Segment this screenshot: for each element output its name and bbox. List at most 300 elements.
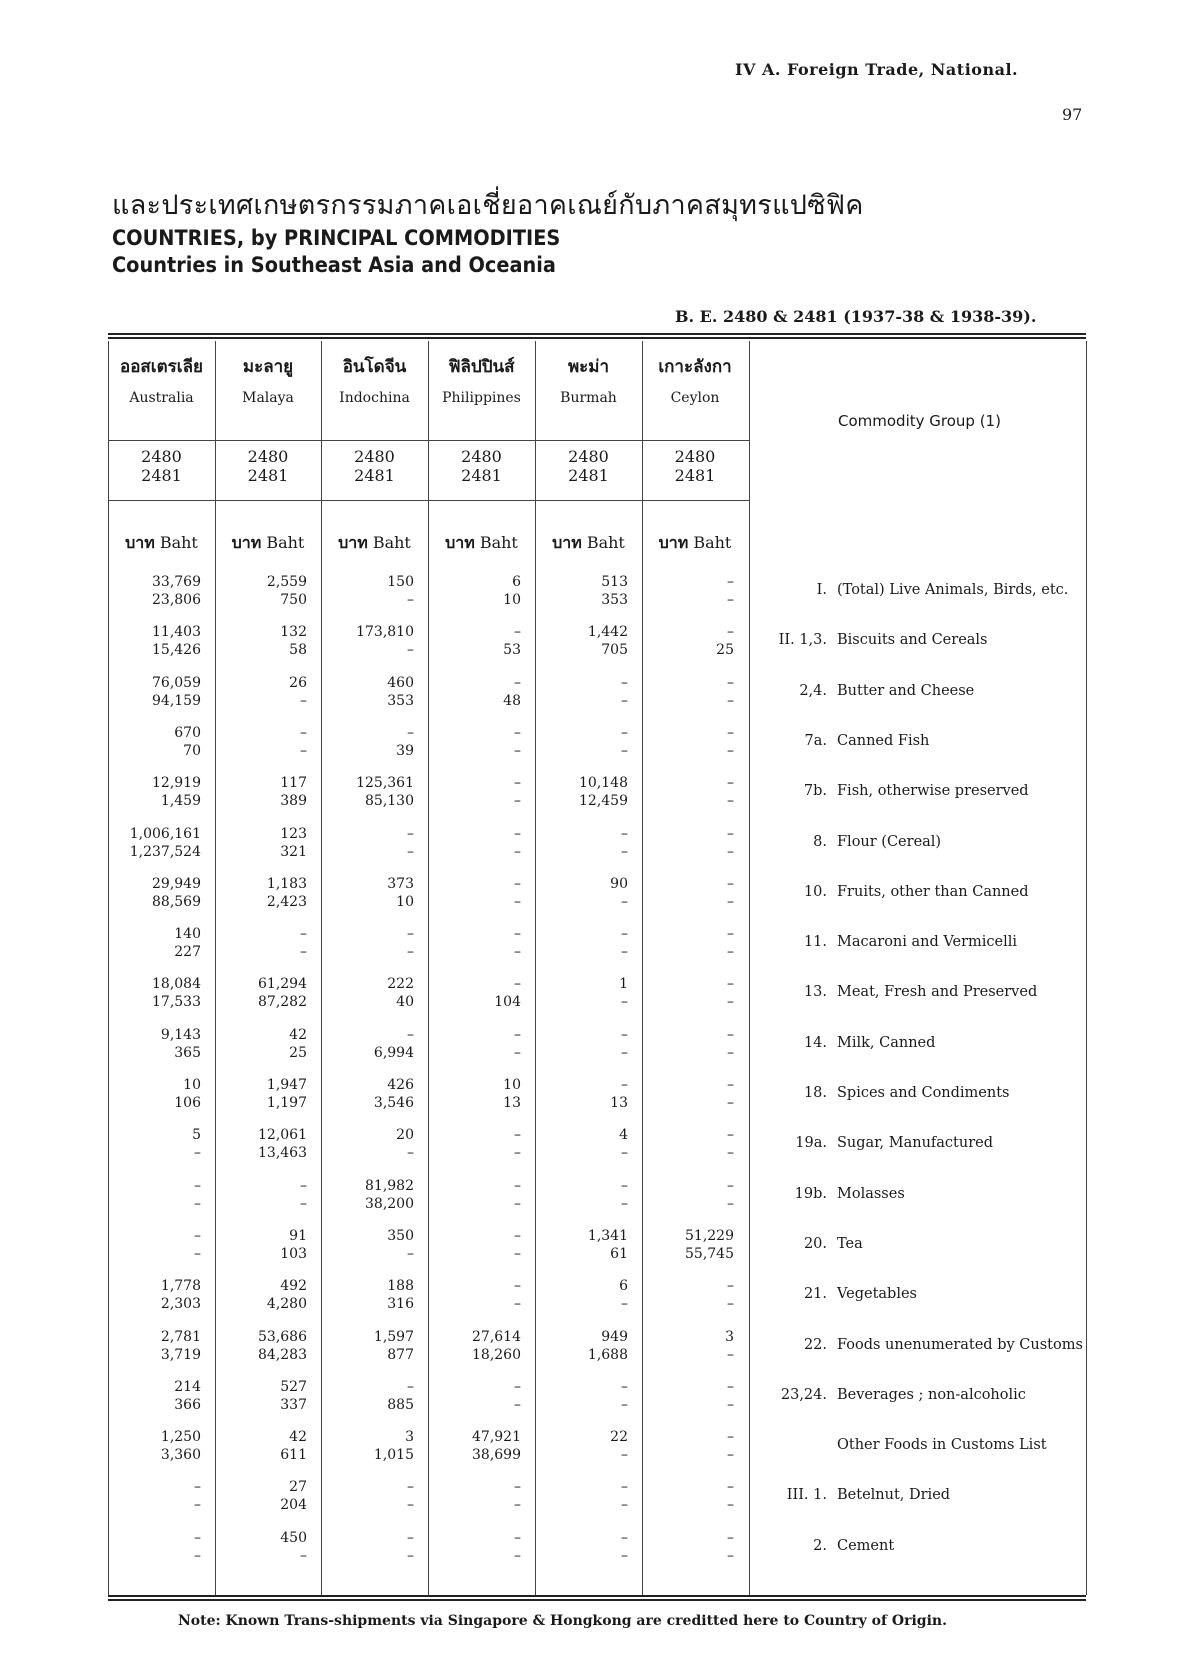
value-2480: – <box>621 1077 628 1093</box>
commodity-number: 21. <box>803 1286 827 1303</box>
value-cell <box>535 573 628 609</box>
column-header-philippines <box>428 353 535 406</box>
column-header-thai: เกาะลังกา <box>658 357 732 377</box>
value-2481: – <box>727 1396 734 1413</box>
commodity-name: Fruits, other than Canned <box>837 883 1029 900</box>
value-2480: 10 <box>183 1077 201 1093</box>
value-cell <box>535 1277 628 1313</box>
value-cell <box>642 1227 734 1263</box>
value-2481: – <box>727 1497 734 1514</box>
value-2480: – <box>727 1077 734 1093</box>
unit-label <box>535 531 642 556</box>
commodity-number: 20. <box>803 1235 827 1252</box>
value-cell <box>642 623 734 659</box>
column-header-english: Philippines <box>442 390 521 406</box>
value-cell <box>428 1026 521 1062</box>
value-2481: 18,260 <box>472 1346 521 1363</box>
year-label: 2480 <box>247 447 289 466</box>
value-2481: 3,360 <box>160 1447 201 1464</box>
value-2480: 125,361 <box>356 775 414 792</box>
commodity-label <box>757 582 1068 598</box>
value-2481: – <box>514 742 521 759</box>
column-header-malaya <box>215 353 321 406</box>
value-2480: – <box>727 875 734 892</box>
value-2481: – <box>407 944 414 961</box>
year-label: 2481 <box>461 466 502 485</box>
commodity-label <box>757 1085 1010 1101</box>
unit-thai: บาท <box>658 533 689 552</box>
value-2481: 58 <box>289 642 307 659</box>
value-2481: 389 <box>280 793 307 810</box>
commodity-number: 19a. <box>795 1135 827 1152</box>
value-cell <box>215 1478 307 1514</box>
value-2481: 12,459 <box>579 793 628 810</box>
unit-english: Baht <box>479 533 518 552</box>
value-2480: 12,919 <box>152 775 201 792</box>
value-cell <box>321 573 414 609</box>
value-cell <box>642 1428 734 1464</box>
value-cell <box>535 925 628 961</box>
value-cell <box>108 1378 201 1414</box>
value-2481: – <box>407 843 414 860</box>
value-cell <box>642 1026 734 1062</box>
value-2480: – <box>621 674 628 691</box>
commodity-number: II. 1,3. <box>778 632 827 649</box>
unit-label <box>215 531 321 556</box>
value-cell <box>215 1428 307 1464</box>
value-2480: – <box>514 825 521 842</box>
commodity-group-header: Commodity Group (1) <box>838 412 1001 430</box>
value-2481: – <box>621 1547 628 1564</box>
value-2481: – <box>407 1497 414 1514</box>
value-2480: – <box>727 1026 734 1043</box>
value-cell <box>428 1478 521 1514</box>
value-2480: 26 <box>289 674 307 691</box>
value-2480: – <box>300 926 307 943</box>
unit-english: Baht <box>693 533 732 552</box>
unit-english: Baht <box>159 533 198 552</box>
value-2480: – <box>514 1026 521 1043</box>
value-cell <box>428 1277 521 1313</box>
value-cell <box>428 573 521 609</box>
column-header-english: Indochina <box>339 390 410 406</box>
value-2481: 3,546 <box>373 1095 414 1111</box>
unit-thai: บาท <box>231 533 262 552</box>
value-2481: – <box>194 1195 201 1212</box>
column-rule <box>749 341 750 1595</box>
value-2481: – <box>514 893 521 910</box>
value-cell <box>535 825 628 861</box>
value-2480: 140 <box>174 926 201 943</box>
value-2480: – <box>514 624 521 641</box>
value-cell <box>215 875 307 911</box>
value-2480: 188 <box>387 1278 414 1295</box>
value-2481: 10 <box>503 592 521 608</box>
value-2480: 426 <box>387 1077 414 1093</box>
value-2481: – <box>621 843 628 860</box>
value-2480: 123 <box>280 825 307 842</box>
value-2480: – <box>407 724 414 741</box>
commodity-number: 7b. <box>803 783 827 800</box>
value-2480: 81,982 <box>365 1177 414 1194</box>
value-2481: 227 <box>174 944 201 961</box>
commodity-name: Betelnut, Dried <box>837 1487 951 1504</box>
value-2480: 2,781 <box>160 1328 201 1345</box>
commodity-label <box>757 1337 1083 1353</box>
value-2481: – <box>621 1145 628 1162</box>
value-cell <box>108 1227 201 1263</box>
column-header-english: Malaya <box>242 390 294 406</box>
commodity-name: Foods unenumerated by Customs <box>837 1336 1083 1353</box>
value-cell <box>535 1478 628 1514</box>
table-bottom-rule-inner <box>108 1599 1086 1601</box>
value-cell <box>108 724 201 760</box>
value-2481: 61 <box>610 1245 628 1262</box>
value-2480: – <box>727 976 734 993</box>
value-2480: – <box>407 926 414 943</box>
column-header-thai: มะลายู <box>242 357 294 377</box>
column-years <box>535 447 642 485</box>
value-2480: – <box>407 825 414 842</box>
value-cell <box>215 1227 307 1263</box>
page-number: 97 <box>1062 105 1083 124</box>
value-cell <box>108 774 201 810</box>
commodity-number: 23,24. <box>780 1386 827 1403</box>
value-2480: – <box>727 574 734 590</box>
value-2480: – <box>514 926 521 943</box>
commodity-number: 18. <box>803 1085 827 1101</box>
value-2480: 222 <box>387 976 414 993</box>
commodity-label <box>757 1186 905 1202</box>
value-2480: 22 <box>610 1429 628 1446</box>
value-2481: – <box>300 742 307 759</box>
value-cell <box>428 825 521 861</box>
column-years <box>321 447 428 485</box>
column-header-australia <box>108 353 215 406</box>
value-cell <box>215 674 307 710</box>
value-2481: 23,806 <box>152 592 201 608</box>
value-cell <box>428 774 521 810</box>
value-2480: 670 <box>174 724 201 741</box>
value-2480: – <box>514 1479 521 1496</box>
value-cell <box>108 925 201 961</box>
commodity-label <box>757 1387 1026 1403</box>
value-cell <box>535 623 628 659</box>
value-cell <box>428 975 521 1011</box>
value-2481: – <box>621 1195 628 1212</box>
value-2481: 337 <box>280 1396 307 1413</box>
value-2481: – <box>514 1245 521 1262</box>
value-2480: – <box>727 674 734 691</box>
value-cell <box>642 875 734 911</box>
commodity-number: 2. <box>813 1537 827 1554</box>
value-2481: – <box>621 944 628 961</box>
commodity-number: 7a. <box>804 732 827 749</box>
value-2481: – <box>407 1145 414 1162</box>
value-cell <box>535 1076 628 1112</box>
value-cell <box>108 623 201 659</box>
year-label: 2481 <box>141 466 182 485</box>
value-2481: 204 <box>280 1497 307 1514</box>
unit-thai: บาท <box>552 533 582 552</box>
commodity-number: 13. <box>803 984 827 1001</box>
value-2480: – <box>727 1378 734 1395</box>
value-2481: – <box>621 1447 628 1464</box>
value-2481: 103 <box>280 1245 307 1262</box>
value-cell <box>215 1277 307 1313</box>
value-cell <box>535 724 628 760</box>
value-2481: 2,423 <box>266 893 307 910</box>
column-header-thai: อินโดจีน <box>342 357 407 377</box>
commodity-label <box>757 1437 1047 1453</box>
value-2480: 1,442 <box>587 624 628 641</box>
value-2480: 33,769 <box>152 574 201 590</box>
value-2481: – <box>514 1044 521 1061</box>
year-label: 2480 <box>354 447 395 466</box>
value-2480: – <box>621 1378 628 1395</box>
column-header-english: Australia <box>129 390 194 406</box>
value-cell <box>535 1378 628 1414</box>
commodity-name: Other Foods in Customs List <box>837 1437 1047 1454</box>
value-2480: 27 <box>289 1479 307 1496</box>
commodity-name: Vegetables <box>837 1286 917 1303</box>
value-2481: – <box>300 1547 307 1564</box>
value-2480: 29,949 <box>152 875 201 892</box>
value-2480: 47,921 <box>472 1429 521 1446</box>
value-2481: 25 <box>716 642 734 659</box>
value-2480: 350 <box>387 1227 414 1244</box>
value-2481: 104 <box>494 994 521 1011</box>
unit-english: Baht <box>586 533 625 552</box>
value-cell <box>642 1277 734 1313</box>
value-2480: 1,778 <box>160 1278 201 1295</box>
header-rule <box>108 500 749 501</box>
value-2481: – <box>514 1547 521 1564</box>
commodity-number: 2,4. <box>799 682 827 699</box>
column-header-ceylon <box>642 353 748 406</box>
commodity-number: III. 1. <box>786 1487 827 1504</box>
value-2480: – <box>514 1278 521 1295</box>
value-cell <box>215 825 307 861</box>
value-2481: – <box>727 742 734 759</box>
value-2480: – <box>621 1177 628 1194</box>
value-2480: – <box>194 1529 201 1546</box>
value-2481: 6,994 <box>373 1044 414 1061</box>
value-2481: 106 <box>174 1095 201 1111</box>
value-2480: 117 <box>280 775 307 792</box>
commodity-number: 14. <box>803 1034 827 1051</box>
commodity-name: (Total) Live Animals, Birds, etc. <box>837 582 1069 598</box>
value-2481: – <box>514 1145 521 1162</box>
value-2481: – <box>727 1095 734 1111</box>
subtitle-english: Countries in Southeast Asia and Oceania <box>112 253 556 277</box>
value-2480: 9,143 <box>160 1026 201 1043</box>
value-2481: – <box>514 1195 521 1212</box>
value-2480: – <box>514 1227 521 1244</box>
unit-label <box>321 531 428 556</box>
value-2481: 1,688 <box>587 1346 628 1363</box>
value-2481: 316 <box>387 1296 414 1313</box>
value-cell <box>642 975 734 1011</box>
value-2481: – <box>514 843 521 860</box>
value-2481: – <box>727 994 734 1011</box>
value-cell <box>642 825 734 861</box>
value-2481: – <box>300 1195 307 1212</box>
unit-label <box>428 531 535 556</box>
value-cell <box>321 1177 414 1213</box>
value-cell <box>108 1177 201 1213</box>
value-2480: 949 <box>601 1328 628 1345</box>
unit-thai: บาท <box>445 533 475 552</box>
value-cell <box>642 573 734 609</box>
value-2481: 38,699 <box>472 1447 521 1464</box>
commodity-name: Biscuits and Cereals <box>837 632 988 649</box>
value-cell <box>642 925 734 961</box>
value-2480: 76,059 <box>152 674 201 691</box>
value-2480: 53,686 <box>258 1328 307 1345</box>
value-2481: 85,130 <box>365 793 414 810</box>
commodity-label <box>757 733 929 749</box>
value-cell <box>108 875 201 911</box>
value-2481: 17,533 <box>152 994 201 1011</box>
value-cell <box>108 573 201 609</box>
value-2480: – <box>621 1026 628 1043</box>
value-2480: 132 <box>280 624 307 641</box>
value-2480: – <box>514 674 521 691</box>
value-2481: – <box>621 692 628 709</box>
value-cell <box>428 1076 521 1112</box>
value-2481: – <box>194 1245 201 1262</box>
section-header: IV A. Foreign Trade, National. <box>735 60 1019 79</box>
value-2480: 373 <box>387 875 414 892</box>
value-cell <box>642 1478 734 1514</box>
value-2481: – <box>727 592 734 608</box>
value-2481: – <box>727 1195 734 1212</box>
value-2481: – <box>727 793 734 810</box>
value-2481: – <box>727 1044 734 1061</box>
commodity-label <box>757 783 1029 799</box>
value-2481: 84,283 <box>258 1346 307 1363</box>
value-2481: 885 <box>387 1396 414 1413</box>
value-2480: 12,061 <box>258 1127 307 1144</box>
value-cell <box>428 724 521 760</box>
value-cell <box>108 1328 201 1364</box>
value-cell <box>428 623 521 659</box>
value-cell <box>535 1126 628 1162</box>
unit-thai: บาท <box>338 533 368 552</box>
commodity-name: Spices and Condiments <box>837 1085 1010 1101</box>
value-cell <box>108 1026 201 1062</box>
value-cell <box>428 875 521 911</box>
unit-english: Baht <box>372 533 411 552</box>
value-cell <box>321 1328 414 1364</box>
value-2480: – <box>514 976 521 993</box>
commodity-label <box>757 884 1029 900</box>
value-2481: 705 <box>601 642 628 659</box>
value-2481: – <box>300 692 307 709</box>
value-cell <box>428 1529 521 1565</box>
value-2481: 88,569 <box>152 893 201 910</box>
value-cell <box>321 674 414 710</box>
value-2480: – <box>407 1479 414 1496</box>
value-cell <box>108 1478 201 1514</box>
value-2480: – <box>300 724 307 741</box>
value-2480: – <box>194 1479 201 1496</box>
value-cell <box>321 875 414 911</box>
value-2480: 1,341 <box>587 1227 628 1244</box>
value-2481: 48 <box>503 692 521 709</box>
value-cell <box>535 975 628 1011</box>
value-cell <box>428 925 521 961</box>
value-cell <box>215 1328 307 1364</box>
value-2481: – <box>621 1044 628 1061</box>
value-2481: 321 <box>280 843 307 860</box>
value-cell <box>642 1529 734 1565</box>
value-cell <box>428 1378 521 1414</box>
value-cell <box>535 1428 628 1464</box>
value-cell <box>108 1428 201 1464</box>
value-2480: – <box>727 775 734 792</box>
value-2481: – <box>194 1497 201 1514</box>
value-2480: – <box>727 1278 734 1295</box>
year-label: 2481 <box>568 466 609 485</box>
commodity-name: Molasses <box>837 1185 905 1202</box>
value-2480: 1 <box>619 976 628 993</box>
commodity-number: 19b. <box>794 1185 827 1202</box>
commodity-number: 8. <box>813 833 827 850</box>
value-2480: – <box>194 1227 201 1244</box>
column-header-english: Ceylon <box>670 390 720 406</box>
year-label: 2480 <box>674 447 716 466</box>
value-2480: – <box>514 1529 521 1546</box>
title-thai: และประเทศเกษตรกรรมภาคเอเชี่ยอาคเณย์กับภาคสมุทรแปซิฟิค <box>112 190 864 221</box>
value-2481: 3,719 <box>160 1346 201 1363</box>
value-cell <box>535 1227 628 1263</box>
value-cell <box>642 674 734 710</box>
value-2481: – <box>727 1346 734 1363</box>
value-2480: – <box>727 926 734 943</box>
value-2481: – <box>727 893 734 910</box>
value-2481: 13,463 <box>258 1145 307 1162</box>
value-cell <box>428 1328 521 1364</box>
value-2480: 90 <box>610 875 628 892</box>
commodity-name: Canned Fish <box>837 732 930 749</box>
value-2480: 1,597 <box>373 1328 414 1345</box>
value-cell <box>108 825 201 861</box>
value-cell <box>108 975 201 1011</box>
value-cell <box>642 774 734 810</box>
column-years <box>108 447 215 485</box>
value-2480: 2,559 <box>266 574 307 590</box>
value-cell <box>321 1428 414 1464</box>
value-cell <box>321 1378 414 1414</box>
value-cell <box>535 774 628 810</box>
year-label: 2480 <box>461 447 502 466</box>
value-2480: 513 <box>601 574 628 590</box>
value-2480: 1,006,161 <box>129 825 201 842</box>
value-2481: – <box>621 1497 628 1514</box>
unit-label <box>108 531 215 556</box>
value-cell <box>321 774 414 810</box>
value-2480: 3 <box>405 1429 414 1446</box>
value-2481: – <box>407 642 414 659</box>
commodity-number: 11. <box>803 934 827 951</box>
value-2480: 450 <box>280 1529 307 1546</box>
value-2480: – <box>300 1177 307 1194</box>
value-2481: 94,159 <box>152 692 201 709</box>
value-cell <box>321 1026 414 1062</box>
value-cell <box>108 1277 201 1313</box>
